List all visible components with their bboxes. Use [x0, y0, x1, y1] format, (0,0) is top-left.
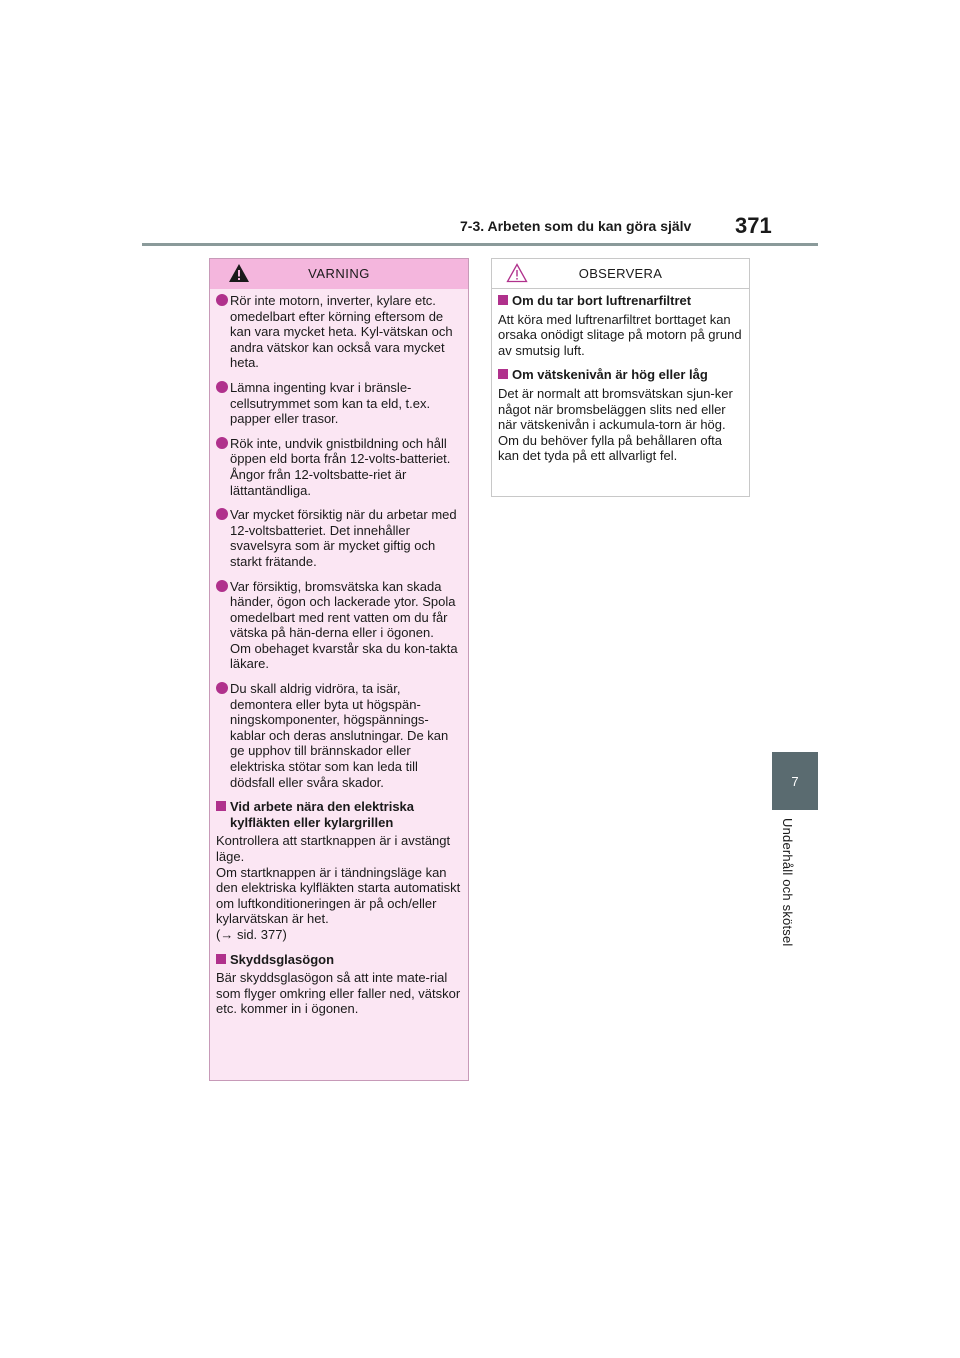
warning-bullet: [216, 380, 462, 427]
warning-triangle-outline-icon: [506, 263, 528, 283]
bullet-text: Var mycket försiktig när du arbetar med 12-voltsbatteriet. Det innehåller svavelsyra som är mycket giftig och starkt frätande.: [230, 507, 457, 569]
warning-bullet: [216, 293, 462, 371]
square-bullet-icon: [498, 295, 508, 305]
warning-subheading: [216, 952, 462, 968]
bullet-text: Rök inte, undvik gnistbildning och håll öppen eld borta från 12-volts-batteriet. Ångor från 12-voltsbatte-riet är lättantändliga.: [230, 435, 451, 498]
warning-paragraph: Bär skyddsglasögon så att inte mate-rial som flyger omkring eller faller ned, vätskor etc. kommer in i ögonen.: [216, 970, 461, 1017]
warning-header: [210, 259, 468, 289]
bullet-dot-icon: [216, 682, 228, 694]
bullet-dot-icon: [216, 508, 228, 520]
warning-paragraph: Kontrollera att startknappen är i avstängt läge. Om startknappen är i tändningsläge kan den elektriska kylfläkten starta automatiskt om luftkonditioneringen är på och/eller kylarvätskan är het. (→ sid. 377): [216, 833, 461, 942]
header-divider: [142, 243, 818, 246]
bullet-dot-icon: [216, 580, 228, 592]
notice-paragraph: Det är normalt att bromsvätskan sjun-ker något när bromsbeläggen slits ned eller när vätskenivån i ackumula-torn är hög. Om du behöver fylla på behållaren ofta kan det tyda på ett allvarligt fel.: [498, 385, 733, 464]
square-bullet-icon: [498, 369, 508, 379]
bullet-dot-icon: [216, 294, 228, 306]
section-title: 7-3. Arbeten som du kan göra själv: [460, 218, 692, 234]
chapter-title: Underhåll och skötsel: [780, 818, 795, 947]
warning-title: VARNING: [308, 266, 370, 282]
notice-subheading: [498, 367, 743, 383]
warning-bullet: [216, 507, 462, 569]
notice-box: [491, 258, 750, 497]
notice-paragraph: Att köra med luftrenarfiltret borttaget kan orsaka onödigt slitage på motorn på grund av smutsig luft.: [498, 311, 742, 358]
notice-body: [492, 289, 749, 464]
subheading-text: Om vätskenivån är hög eller låg: [512, 367, 708, 383]
notice-header: [492, 259, 749, 289]
warning-bullet: [216, 579, 462, 673]
notice-title: OBSERVERA: [578, 265, 663, 281]
warning-subheading: [216, 799, 462, 830]
warning-box: [209, 258, 469, 1081]
bullet-text: Du skall aldrig vidröra, ta isär, demontera eller byta ut högspän-ningskomponenter, högspännings-kablar och deras anslutningar. De kan ge upphov till brännskador eller elektriska stötar som kan leda till dödsfall eller svåra skador.: [230, 681, 449, 790]
warning-triangle-filled-icon: [228, 263, 250, 283]
chapter-number: 7: [791, 773, 799, 789]
bullet-dot-icon: [216, 381, 228, 393]
warning-bullet: [216, 681, 462, 790]
bullet-text: Lämna ingenting kvar i bränsle-cellsutrymmet som kan ta eld, t.ex. papper eller trasor.: [230, 379, 431, 427]
subheading-text: Om du tar bort luftrenarfiltret: [512, 293, 692, 308]
warning-bullet: [216, 436, 462, 498]
square-bullet-icon: [216, 954, 226, 964]
bullet-text: Var försiktig, bromsvätska kan skada händer, ögon och lackerade ytor. Spola omedelbart med rent vatten om du får vätska på hän-derna eller i ögonen. Om obehaget kvarstår ska du kon-takta läkare.: [230, 578, 458, 672]
warning-body: [210, 289, 468, 1017]
bullet-dot-icon: [216, 437, 228, 449]
square-bullet-icon: [216, 801, 226, 811]
subheading-text: Skyddsglasögon: [230, 951, 335, 967]
chapter-tab: [772, 752, 818, 810]
notice-subheading: [498, 293, 743, 309]
subheading-text: Vid arbete nära den elektriska kylfläkten eller kylargrillen: [230, 799, 415, 830]
bullet-text: Rör inte motorn, inverter, kylare etc. omedelbart efter körning eftersom de kan vara mycket heta. Kyl-vätskan och andra vätskor kan också vara mycket heta.: [230, 293, 453, 371]
page-number: 371: [735, 213, 772, 238]
